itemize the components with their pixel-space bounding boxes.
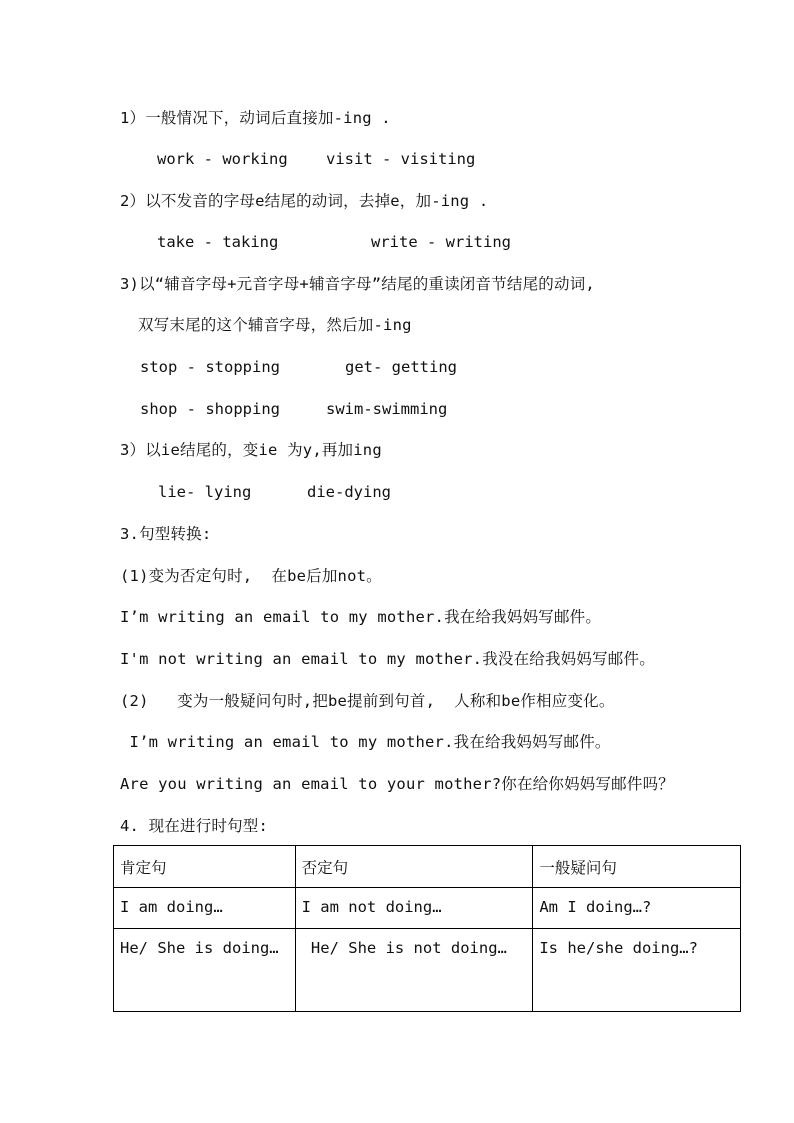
rule-1-heading: 1）一般情况下，动词后直接加-ing . [120, 109, 391, 127]
section-4-title: 4. 现在进行时句型: [120, 817, 269, 835]
rule-3-subheading: 双写末尾的这个辅音字母，然后加-ing [138, 316, 412, 334]
question-example-question: Are you writing an email to your mother?你在给你妈妈写邮件吗？ [120, 775, 674, 793]
rule-3-example-left-2: shop - shopping [140, 400, 280, 418]
table-header-row [114, 846, 741, 888]
rule-1-example-left: work - working [157, 150, 288, 168]
header-negative: 否定句 [295, 846, 533, 888]
rule-3-heading: 3)以“辅音字母+元音字母+辅音字母”结尾的重读闭音节结尾的动词, [120, 275, 595, 293]
rule-1-example-right: visit - visiting [326, 150, 476, 168]
table-cell: He/ She is doing… [114, 929, 296, 1012]
header-affirmative: 肯定句 [114, 846, 296, 888]
rule-3-example-right-2: swim-swimming [326, 400, 448, 418]
question-rule: (2) 变为一般疑问句时,把be提前到句首, 人称和be作相应变化。 [120, 692, 615, 710]
table-row [114, 929, 741, 1012]
present-continuous-table [113, 845, 741, 1012]
rule-3-example-right-1: get- getting [345, 358, 457, 376]
table-cell: Is he/she doing…? [533, 929, 741, 1012]
rule-2-heading: 2）以不发音的字母e结尾的动词，去掉e，加-ing . [120, 192, 489, 210]
table-cell: I am not doing… [295, 888, 533, 929]
table-cell: I am doing… [114, 888, 296, 929]
negative-rule: (1)变为否定句时, 在be后加not。 [120, 567, 382, 585]
header-question: 一般疑问句 [533, 846, 741, 888]
rule-4-example-right: die-dying [307, 483, 391, 501]
table-row [114, 888, 741, 929]
table-cell: He/ She is not doing… [295, 929, 533, 1012]
rule-2-example-left: take - taking [157, 233, 279, 251]
rule-2-example-right: write - writing [371, 233, 511, 251]
rule-4-heading: 3）以ie结尾的，变ie 为y,再加ing [120, 441, 382, 459]
section-3-title: 3.句型转换: [120, 525, 212, 543]
rule-3-example-left-1: stop - stopping [140, 358, 280, 376]
table-cell: Am I doing…? [533, 888, 741, 929]
negative-example-affirmative: I’m writing an email to my mother.我在给我妈妈写邮件。 [120, 608, 602, 626]
rule-4-example-left: lie- lying [158, 483, 252, 501]
question-example-affirmative: I’m writing an email to my mother.我在给我妈妈写邮件。 [120, 733, 611, 751]
negative-example-negative: I'm not writing an email to my mother.我没在给我妈妈写邮件。 [120, 650, 655, 668]
